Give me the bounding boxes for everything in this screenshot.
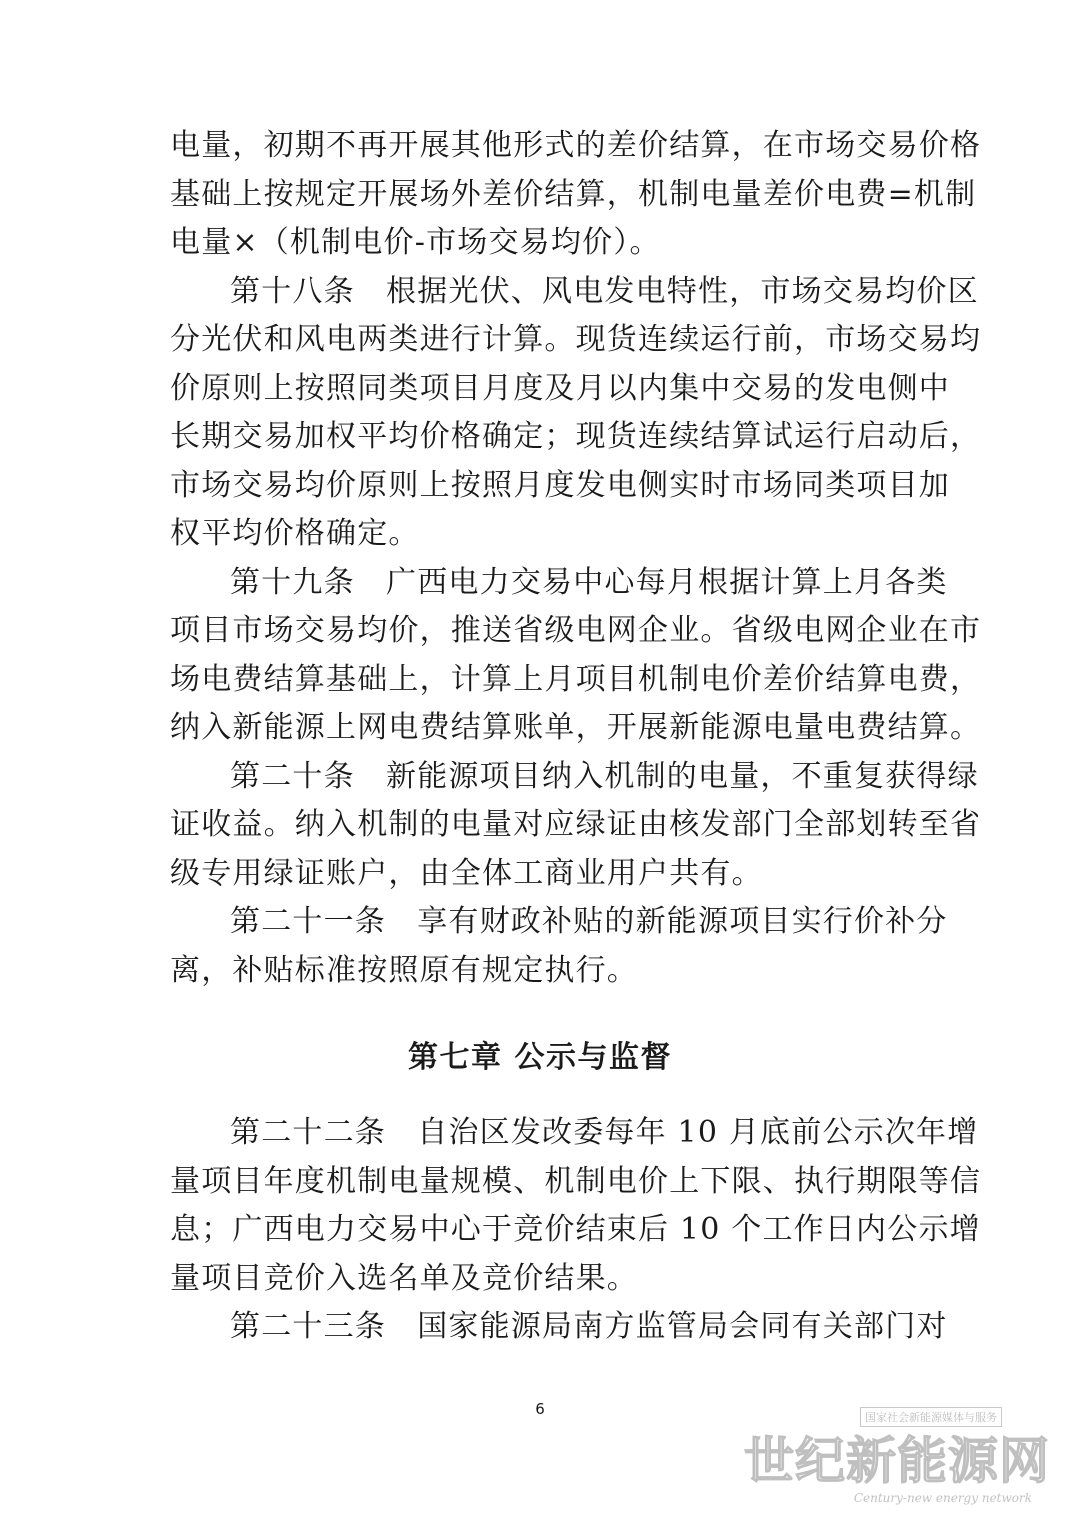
text-line: 市场交易均价原则上按照月度发电侧实时市场同类项目加 <box>170 467 950 503</box>
text-line: 级专用绿证账户，由全体工商业用户共有。 <box>170 855 763 891</box>
text-line: 量项目竞价入选名单及竞价结果。 <box>170 1260 638 1296</box>
text-line: 权平均价格确定。 <box>170 516 420 551</box>
text-line: 基础上按规定开展场外差价结算，机制电量差价电费=机制 <box>170 176 977 212</box>
body-text-lower <box>170 1109 982 1352</box>
text-line: 证收益。纳入机制的电量对应绿证由核发部门全部划转至省 <box>170 807 982 842</box>
text-line: 第二十一条 享有财政补贴的新能源项目实行价补分 <box>230 904 948 939</box>
body-text-upper <box>170 122 982 995</box>
watermark-brand: 世纪新能源网 <box>744 1431 1050 1490</box>
text-line: 电量，初期不再开展其他形式的差价结算，在市场交易价格 <box>170 128 982 163</box>
text-line: 项目市场交易均价，推送省级电网企业。省级电网企业在市 <box>170 613 982 648</box>
text-line: 场电费结算基础上，计算上月项目机制电价差价结算电费， <box>170 661 982 697</box>
watermark-tagline: 国家社会新能源媒体与服务 <box>860 1407 1002 1427</box>
watermark-logo <box>744 1407 1050 1517</box>
text-line: 电量×（机制电价-市场交易均价）。 <box>170 225 661 260</box>
text-line: 第二十条 新能源项目纳入机制的电量，不重复获得绿 <box>230 758 979 794</box>
text-line: 第十九条 广西电力交易中心每月根据计算上月各类 <box>230 564 948 600</box>
chapter-heading: 第七章 公示与监督 <box>408 1040 672 1075</box>
text-line: 量项目年度机制电量规模、机制电价上下限、执行期限等信 <box>170 1163 982 1199</box>
text-line: 离，补贴标准按照原有规定执行。 <box>170 952 638 988</box>
text-line: 分光伏和风电两类进行计算。现货连续运行前，市场交易均 <box>170 322 982 357</box>
text-line: 第十八条 根据光伏、风电发电特性，市场交易均价区 <box>230 273 979 309</box>
text-line: 价原则上按照同类项目月度及月以内集中交易的发电侧中 <box>170 370 950 406</box>
text-line: 长期交易加权平均价格确定；现货连续结算试运行启动后， <box>170 419 982 454</box>
watermark-english: Century-new energy network <box>853 1491 1032 1505</box>
text-line: 纳入新能源上网电费结算账单，开展新能源电量电费结算。 <box>170 710 982 745</box>
text-line: 第二十三条 国家能源局南方监管局会同有关部门对 <box>230 1309 948 1344</box>
page-number: 6 <box>535 1400 545 1418</box>
text-line: 息；广西电力交易中心于竞价结束后 10 个工作日内公示增 <box>170 1212 981 1247</box>
text-line: 第二十二条 自治区发改委每年 10 月底前公示次年增 <box>230 1115 979 1150</box>
